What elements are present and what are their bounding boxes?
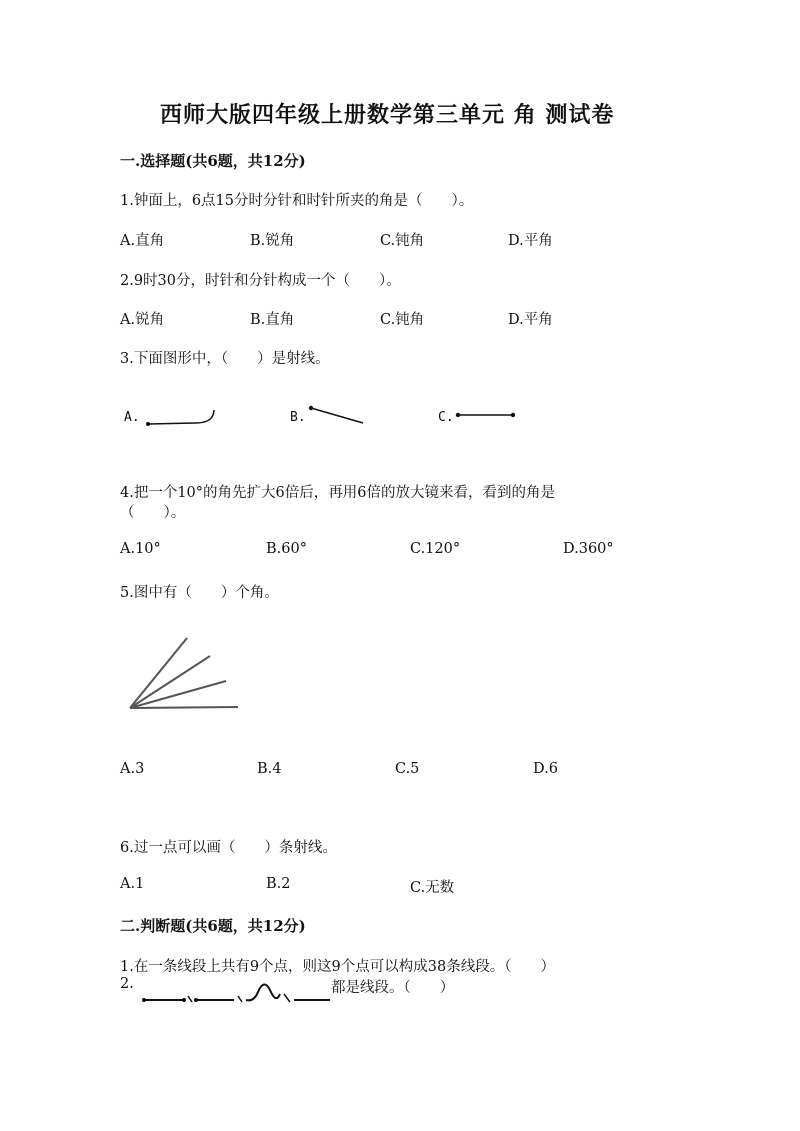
question-2: 2.9时30分，时针和分针构成一个（ ）。: [120, 273, 401, 289]
judge-question-1: 1.在一条线段上共有9个点，则这9个点可以构成38条线段。（ ）: [120, 959, 555, 975]
q1-option-a: A.直角: [120, 233, 165, 249]
question-1: 1.钟面上，6点15分时分针和时针所夹的角是（ ）。: [120, 193, 474, 209]
q5-option-c: C.5: [395, 761, 420, 777]
question-4-line2: （ ）。: [120, 505, 186, 521]
q5-option-b: B.4: [257, 761, 282, 777]
section-heading-judgement: 二.判断题(共6题，共12分): [120, 917, 306, 935]
figure-c-label: C.: [438, 410, 454, 425]
question-4-line1: 4.把一个10°的角先扩大6倍后，再用6倍的放大镜来看，看到的角是: [120, 485, 555, 501]
q4-option-a: A.10°: [120, 541, 161, 557]
judge-q2-figure: [140, 980, 335, 1010]
figure-a-label: A.: [124, 410, 140, 425]
figure-b-label: B.: [290, 410, 306, 425]
question-3: 3.下面图形中，（ ）是射线。: [120, 351, 330, 367]
q4-option-d: D.360°: [563, 541, 614, 557]
question-5: 5.图中有（ ）个角。: [120, 585, 279, 601]
judge-question-2: 都是线段。（ ）: [331, 980, 455, 996]
q1-option-c: C.钝角: [380, 233, 425, 249]
judge-question-2-number: 2.: [120, 976, 134, 992]
q6-option-c: C.无数: [410, 880, 455, 896]
q6-option-b: B.2: [266, 876, 291, 892]
figure-angles: [120, 630, 250, 720]
figure-b-ray: [305, 402, 375, 432]
q5-option-d: D.6: [533, 761, 558, 777]
figure-a-curve: [140, 400, 220, 430]
q2-option-b: B.直角: [250, 312, 295, 328]
q2-option-a: A.锐角: [120, 312, 165, 328]
q2-option-c: C.钝角: [380, 312, 425, 328]
figure-c-segment: [450, 405, 530, 425]
section-heading-choice: 一.选择题(共6题，共12分): [120, 152, 306, 170]
page-title: 西师大版四年级上册数学第三单元 角 测试卷: [160, 102, 615, 128]
q5-option-a: A.3: [120, 761, 145, 777]
q2-option-d: D.平角: [508, 312, 553, 328]
q4-option-b: B.60°: [266, 541, 307, 557]
question-6: 6.过一点可以画（ ）条射线。: [120, 840, 337, 856]
q6-option-a: A.1: [120, 876, 145, 892]
q1-option-b: B.锐角: [250, 233, 295, 249]
q4-option-c: C.120°: [410, 541, 461, 557]
q1-option-d: D.平角: [508, 233, 553, 249]
